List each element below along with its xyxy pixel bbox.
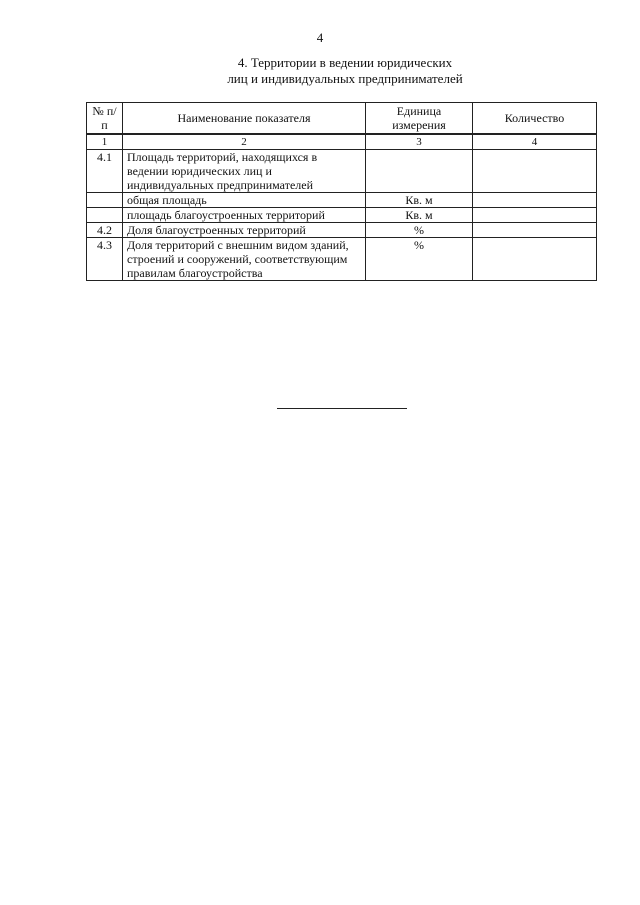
row-unit: % [366, 238, 473, 281]
column-number-row [87, 135, 597, 150]
col-number: 3 [366, 135, 473, 150]
row-num: 4.1 [87, 150, 123, 193]
row-name: Доля благоустроенных территорий [123, 223, 366, 238]
header-name: Наименование показателя [123, 103, 366, 134]
col-number: 2 [123, 135, 366, 150]
row-unit [366, 150, 473, 193]
row-num: 4.3 [87, 238, 123, 281]
row-num [87, 193, 123, 208]
row-unit: Кв. м [366, 208, 473, 223]
section-title-line-1: 4. Территории в ведении юридических [237, 55, 453, 70]
table-row [87, 150, 597, 193]
row-name: площадь благоустроенных территорий [123, 208, 366, 223]
table-row [87, 238, 597, 281]
header-unit: Единица измерения [366, 103, 473, 134]
row-qty [473, 193, 597, 208]
page-number: 4 [316, 30, 324, 45]
section-title-line-2: лиц и индивидуальных предпринимателей [227, 71, 463, 86]
row-num: 4.2 [87, 223, 123, 238]
table-row [87, 193, 597, 208]
col-number: 1 [87, 135, 123, 150]
row-unit: Кв. м [366, 193, 473, 208]
table-header-row [87, 103, 597, 134]
section-title [140, 55, 550, 87]
closing-divider-line [277, 408, 407, 409]
col-number: 4 [473, 135, 597, 150]
row-num [87, 208, 123, 223]
row-name: Площадь территорий, находящихся в ведении юридических лиц и индивидуальных предпринимателей [123, 150, 366, 193]
header-num: № п/п [87, 103, 123, 134]
row-qty [473, 238, 597, 281]
row-qty [473, 223, 597, 238]
row-unit: % [366, 223, 473, 238]
table-row [87, 223, 597, 238]
row-qty [473, 150, 597, 193]
table-row [87, 208, 597, 223]
header-qty: Количество [473, 103, 597, 134]
row-qty [473, 208, 597, 223]
row-name: Доля территорий с внешним видом зданий, строений и сооружений, соответствующим правилам благоустройства [123, 238, 366, 281]
row-name: общая площадь [123, 193, 366, 208]
indicators-table [86, 102, 597, 281]
